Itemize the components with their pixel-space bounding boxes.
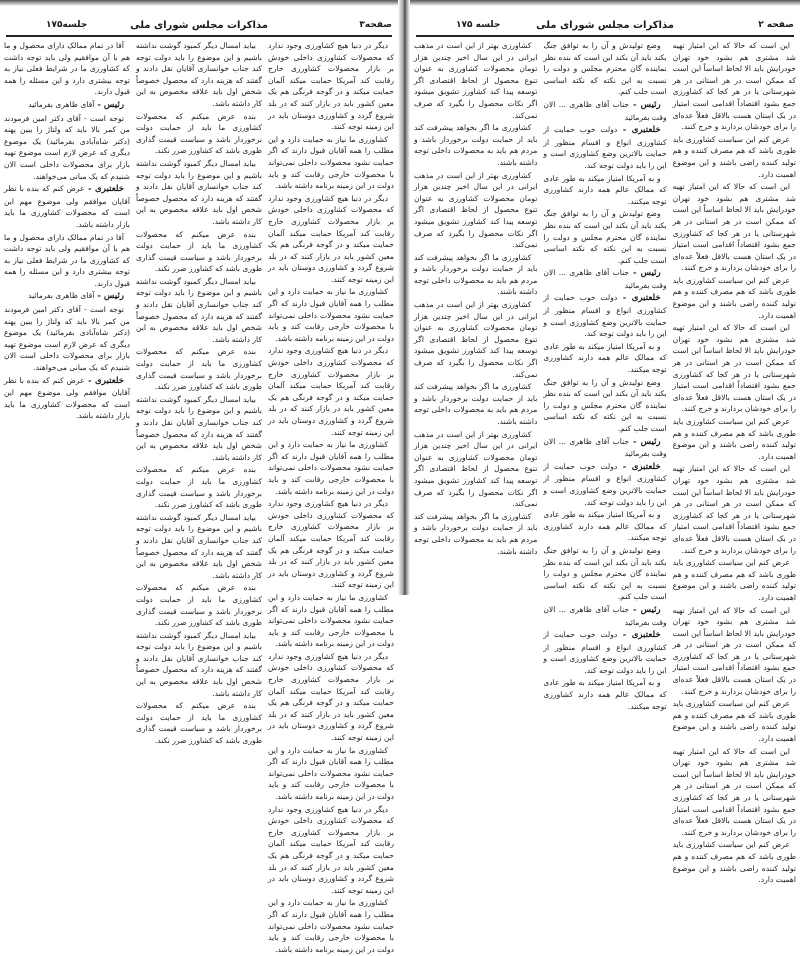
paragraph: بیاید امسال دیگر کمبود گوشت نداشته باشیم و این موضوع را باید دولت توجه کند جناب خوانساری آقایان نقل دادند و گفتند که هزینه دارد که محصول خصوصاً شخص اول باید علاقه مخصوص به این کار داشته باشد. (136, 512, 262, 580)
paragraph: کشاورزی ما نیاز به حمایت دارد و این مطلب را همه آقایان قبول دارند که اگر حمایت نشود محصولات داخلی نمی‌تواند با محصولات خارجی رقابت کند و باید دولت در این زمینه برنامه داشته باشد. (268, 440, 394, 496)
speaker-name: خلعتبری - (84, 184, 125, 195)
paragraph: کشاورزی ما نیاز به حمایت دارد و این مطلب را همه آقایان قبول دارند که اگر حمایت نشود محصولات داخلی نمی‌تواند با محصولات خارجی رقابت کند و باید دولت در این زمینه برنامه داشته باشد. (268, 592, 394, 649)
paragraph: خلعتبری - دولت خوب حمایت از کشاورزی انواع و اقسام منظور از حمایت بالاترین وضع کشاورزی است و این را باید دولت توجه کند. (543, 125, 667, 170)
header-rule (6, 35, 392, 37)
paragraph: این است که حالا که این امتیاز تهیه شد مشتری هم بشود خود تهران خودرایش باید الا لحاظ اساساً این است که ممکن است در هر استانی در هر شهرستانی یا در هر کجا که کشاورزی جمع بشود اقتصاداً اقدامی است امتیاز در یک استان هست بالاقل فعلاً عده‌ای را برای خودشان بردارند و خرج کنند. (672, 41, 796, 132)
paragraph: کشاورزی ما نیاز به حمایت دارد و این مطلب را همه آقایان قبول دارند که اگر حمایت نشود محصولات داخلی نمی‌تواند با محصولات خارجی رقابت کند و باید دولت در این زمینه برنامه داشته باشد. (268, 745, 394, 801)
running-title: مذاکرات مجلس شورای ملی (130, 20, 268, 31)
page-header (416, 20, 794, 34)
paragraph: رئیس - جناب آقای ظاهری ... الان وقت بفرمائید (543, 268, 667, 290)
paragraph: کشاورزی بهتر از این است در مذهب ایرانی در این سال اخیر چندین هزار تومان محصولات کشاورزی به عنوان تنوع محصول از لحاظ اقتصادی اگر توسعه پیدا کند کشاورز تشویق میشود اگر نکات محصول را بگیرد که صرف نمی‌کند. (414, 300, 538, 379)
page-number: صفحه ۲ (758, 20, 794, 30)
paragraph: بیاید امسال دیگر کمبود گوشت نداشته باشیم و این موضوع را باید دولت توجه کند جناب خوانساری آقایان نقل دادند و گفتند که هزینه دارد که محصول خصوصاً شخص اول باید علاقه مخصوص به این کار داشته باشد. (136, 630, 262, 698)
paragraph: آقا در تمام ممالک دارای محصول و ما هم با آن موافقیم ولی باید توجه داشت که کشاورزی ما در شرایط فعلی نیاز به توجه بیشتری دارد و این مسئله را همه قبول دارند. (4, 232, 130, 288)
paragraph: بنده عرض میکنم که محصولات کشاورزی ما باید از حمایت دولت برخوردار باشد و سیاست قیمت گذاری طوری باشد که کشاورز ضرر نکند. (136, 229, 262, 274)
paragraph: توجه است - آقای دکتر امین فرمودند من کمر بالا باید که ولتاژ را ببین پهنه (دکتر شاه‌آبادی بفرمائید) یک موضوع دیگری که عرض لازم است موضوع تهیه بازار برای محصولات داخلی است الان شنیدم که یک مبانی می‌خواهند. (4, 113, 130, 181)
speaker-name: خلعتبری - (617, 630, 661, 641)
paragraph: بنده عرض میکنم که محصولات کشاورزی ما باید از حمایت دولت برخوردار باشد و سیاست قیمت گذاری طوری باشد که کشاورز ضرر نکند. (136, 583, 262, 628)
paragraph: این است که حالا که این امتیاز تهیه شد مشتری هم بشود خود تهران خودرایش باید الا لحاظ اساساً این است که ممکن است در هر استانی در هر شهرستانی یا در هر کجا که کشاورزی جمع بشود اقتصاداً اقدامی است امتیاز در یک استان هست بالاقل فعلاً عده‌ای را برای خودشان بردارند و خرج کنند. (672, 182, 796, 273)
left-page (0, 0, 398, 954)
text-column (268, 40, 394, 956)
paragraph: بنده عرض میکنم که محصولات کشاورزی ما باید از حمایت دولت برخوردار باشد و سیاست قیمت گذاری طوری باشد که کشاورز ضرر نکند. (136, 111, 262, 156)
paragraph: بنده عرض میکنم که محصولات کشاورزی ما باید از حمایت دولت برخوردار باشد و سیاست قیمت گذاری طوری باشد که کشاورز ضرر نکند. (136, 465, 262, 510)
paragraph: دیگر در دنیا هیچ کشاورزی وجود ندارد که محصولات کشاورزی داخلی خودش بر بازار محصولات کشاورزی خارج رقابت کند آمریکا حمایت میکند آلمان حمایت میکند و در گوجه فرنگی هم یک معین کشور باید در بازار کنند که در بلد شروع گردد و کشاورزی دوستان باید در این زمینه توجه کنند. (268, 499, 394, 590)
paragraph: کشاورزی ما نیاز به حمایت دارد و این مطلب را همه آقایان قبول دارند که اگر حمایت نشود محصولات داخلی نمی‌تواند با محصولات خارجی رقابت کند و باید دولت در این زمینه برنامه داشته باشد. (268, 898, 394, 954)
paragraph: عرض کنم این سیاست کشاورزی باید طوری باشد که هم مصرف کننده و هم تولید کننده راضی باشند و این موضوع اهمیت دارد. (672, 699, 796, 744)
paragraph: رئیس - آقای ظاهری بفرمائید (28, 291, 124, 302)
book-spine (398, 0, 410, 595)
session-number: جلسه۱۷۵ (46, 20, 88, 30)
paragraph: و به آمریکا امتیاز میکند به طور عادی که ممالک عالم همه دارند کشاورزی توجه میکنند. (543, 510, 667, 543)
paragraph: دیگر در دنیا هیچ کشاورزی وجود ندارد که محصولات کشاورزی داخلی خودش بر بازار محصولات کشاورزی خارج رقابت کند آمریکا حمایت میکند آلمان حمایت میکند و در گوجه فرنگی هم یک معین کشور باید در بازار کنند که در بلد شروع گردد و کشاورزی دوستان باید در این زمینه توجه کنند. (268, 346, 394, 437)
paragraph: بیاید امسال دیگر کمبود گوشت نداشته باشیم و این موضوع را باید دولت توجه کند جناب خوانساری آقایان نقل دادند و گفتند که هزینه دارد که محصول خصوصاً شخص اول باید علاقه مخصوص به این کار داشته باشد. (136, 41, 262, 108)
paragraph: و به آمریکا امتیاز میکند به طور عادی که ممالک عالم همه دارند کشاورزی توجه میکنند. (543, 341, 667, 375)
paragraph: خلعتبری - عرض کنم که بنده با نظر آقایان موافقم ولی موضوع مهم این است که محصولات کشاورزی ما باید بازار داشته باشد. (4, 375, 130, 421)
session-number: جلسه ۱۷۵ (456, 20, 501, 30)
paragraph: بیاید امسال دیگر کمبود گوشت نداشته باشیم و این موضوع را باید دولت توجه کند جناب خوانساری آقایان نقل دادند و گفتند که هزینه دارد که محصول خصوصاً شخص اول باید علاقه مخصوص به این کار داشته باشد. (136, 276, 262, 344)
paragraph: وضع تولیدش و آن را به توافق جنگ بکند باید آن بکند این است که بنده نظر نماینده گان محترم مجلس و دولت را نسبت به این نکته که نکته اساسی است جلب کنم. (543, 209, 667, 265)
paragraph: وضع تولیدش و آن را به توافق جنگ بکند باید آن بکند این است که بنده نظر نماینده گان محترم مجلس و دولت را نسبت به این نکته که نکته اساسی است جلب کنم. (543, 377, 667, 433)
paragraph: رئیس - جناب آقای ظاهری ... الان وقت بفرمائید (543, 99, 667, 122)
paragraph: کشاورزی ما اگر بخواهد پیشرفت کند باید از حمایت دولت برخوردار باشد و مردم هم باید به محصولات داخلی توجه داشته باشند. (414, 511, 538, 556)
paragraph: عرض کنم این سیاست کشاورزی باید طوری باشد که هم مصرف کننده و هم تولید کننده راضی باشند و این موضوع اهمیت دارد. (672, 840, 796, 885)
paragraph: و به آمریکا امتیاز میکند به طور عادی که ممالک عالم همه دارند کشاورزی توجه میکنند. (543, 678, 667, 711)
speaker-name: خلعتبری - (84, 375, 125, 386)
paragraph: این است که حالا که این امتیاز تهیه شد مشتری هم بشود خود تهران خودرایش باید الا لحاظ اساساً این است که ممکن است در هر استانی در هر شهرستانی یا در هر کجا که کشاورزی جمع بشود اقتصاداً اقدامی است امتیاز در یک استان هست بالاقل فعلاً عده‌ای را برای خودشان بردارند و خرج کنند. (672, 746, 796, 837)
paragraph: این است که حالا که این امتیاز تهیه شد مشتری هم بشود خود تهران خودرایش باید الا لحاظ اساساً این است که ممکن است در هر استانی در هر شهرستانی یا در هر کجا که کشاورزی جمع بشود اقتصاداً اقدامی است امتیاز در یک استان هست بالاقل فعلاً عده‌ای را برای خودشان بردارند و خرج کنند. (672, 323, 796, 414)
paragraph: این است که حالا که این امتیاز تهیه شد مشتری هم بشود خود تهران خودرایش باید الا لحاظ اساساً این است که ممکن است در هر استانی در هر شهرستانی یا در هر کجا که کشاورزی جمع بشود اقتصاداً اقدامی است امتیاز در یک استان هست بالاقل فعلاً عده‌ای را برای خودشان بردارند و خرج کنند. (672, 605, 796, 696)
paragraph: دیگر در دنیا هیچ کشاورزی وجود ندارد که محصولات کشاورزی داخلی خودش بر بازار محصولات کشاورزی خارج رقابت کند آمریکا حمایت میکند آلمان حمایت میکند و در گوجه فرنگی هم یک معین کشور باید در بازار کنند که در بلد شروع گردد و کشاورزی دوستان باید در این زمینه توجه کنند. (268, 804, 394, 895)
speaker-name: خلعتبری - (617, 125, 661, 136)
text-columns (414, 40, 796, 885)
speaker-name: رئیس - (629, 604, 661, 615)
page-number: صفحه۳ (359, 20, 392, 30)
paragraph: دیگر در دنیا هیچ کشاورزی وجود ندارد که محصولات کشاورزی داخلی خودش بر بازار محصولات کشاورزی خارج رقابت کند آمریکا حمایت میکند آلمان حمایت میکند و در گوجه فرنگی هم یک معین کشور باید در بازار کنند که در بلد شروع گردد و کشاورزی دوستان باید در این زمینه توجه کنند. (268, 651, 394, 743)
speaker-name: رئیس - (94, 99, 124, 110)
paragraph: بیاید امسال دیگر کمبود گوشت نداشته باشیم و این موضوع را باید دولت توجه کند جناب خوانساری آقایان نقل دادند و گفتند که هزینه دارد که محصول خصوصاً شخص اول باید علاقه مخصوص به این کار داشته باشد. (136, 158, 262, 226)
paragraph: کشاورزی ما اگر بخواهد پیشرفت کند باید از حمایت دولت برخوردار باشد و مردم هم باید به محصولات داخلی توجه داشته باشند. (414, 382, 538, 426)
text-column (414, 40, 537, 558)
paragraph: رئیس - آقای ظاهری بفرمائید (28, 99, 124, 110)
paragraph: و به آمریکا امتیاز میکند به طور عادی که ممالک عالم همه دارند کشاورزی توجه میکنند. (543, 173, 667, 206)
paragraph: خلعتبری - دولت خوب حمایت از کشاورزی انواع و اقسام منظور از حمایت بالاترین وضع کشاورزی است و این را باید دولت توجه کند. (543, 461, 667, 507)
text-column (543, 40, 666, 713)
paragraph: دیگر در دنیا هیچ کشاورزی وجود ندارد که محصولات کشاورزی داخلی خودش بر بازار محصولات کشاورزی خارج رقابت کند آمریکا حمایت میکند آلمان حمایت میکند و در گوجه فرنگی هم یک معین کشور باید در بازار کنند که در بلد شروع گردد و کشاورزی دوستان باید در این زمینه توجه کنند. (268, 41, 394, 132)
paragraph: خلعتبری - عرض کنم که بنده با نظر آقایان موافقم ولی موضوع مهم این است که محصولات کشاورزی ما باید بازار داشته باشد. (4, 184, 130, 229)
running-title: مذاکرات مجلس شورای ملی (536, 20, 674, 31)
paragraph: خلعتبری - دولت خوب حمایت از کشاورزی انواع و اقسام منظور از حمایت بالاترین وضع کشاورزی است و این را باید دولت توجه کند. (543, 630, 667, 675)
paragraph: کشاورزی ما نیاز به حمایت دارد و این مطلب را همه آقایان قبول دارند که اگر حمایت نشود محصولات داخلی نمی‌تواند با محصولات خارجی رقابت کند و باید دولت در این زمینه برنامه داشته باشد. (268, 134, 394, 191)
speaker-name: خلعتبری - (617, 293, 661, 304)
paragraph: کشاورزی ما اگر بخواهد پیشرفت کند باید از حمایت دولت برخوردار باشد و مردم هم باید به محصولات داخلی توجه داشته باشند. (414, 252, 538, 297)
paragraph: رئیس - جناب آقای ظاهری ... الان وقت بفرمائید (543, 604, 667, 627)
speaker-name: رئیس - (629, 268, 661, 279)
text-column (673, 40, 796, 887)
paragraph: کشاورزی ما اگر بخواهد پیشرفت کند باید از حمایت دولت برخوردار باشد و مردم هم باید به محصولات داخلی توجه داشته باشند. (414, 123, 538, 167)
paragraph: آقا در تمام ممالک دارای محصول و ما هم با آن موافقیم ولی باید توجه داشت که کشاورزی ما در شرایط فعلی نیاز به توجه بیشتری دارد و این مسئله را همه قبول دارند. (4, 41, 130, 97)
paragraph: عرض کنم این سیاست کشاورزی باید طوری باشد که هم مصرف کننده و هم تولید کننده راضی باشند و این موضوع اهمیت دارد. (672, 558, 796, 602)
text-columns (4, 40, 394, 954)
paragraph: عرض کنم این سیاست کشاورزی باید طوری باشد که هم مصرف کننده و هم تولید کننده راضی باشند و این موضوع اهمیت دارد. (672, 275, 796, 320)
paragraph: دیگر در دنیا هیچ کشاورزی وجود ندارد که محصولات کشاورزی داخلی خودش بر بازار محصولات کشاورزی خارج رقابت کند آمریکا حمایت میکند آلمان حمایت میکند و در گوجه فرنگی هم یک معین کشور باید در بازار کنند که در بلد شروع گردد و کشاورزی دوستان باید در این زمینه توجه کنند. (268, 193, 394, 284)
text-column (136, 40, 262, 748)
paragraph: کشاورزی بهتر از این است در مذهب ایرانی در این سال اخیر چندین هزار تومان محصولات کشاورزی به عنوان تنوع محصول از لحاظ اقتصادی اگر توسعه پیدا کند کشاورز تشویق میشود اگر نکات محصول را بگیرد که صرف نمی‌کند. (414, 429, 538, 509)
paragraph: توجه است - آقای دکتر امین فرمودند من کمر بالا باید که ولتاژ را ببین پهنه (دکتر شاه‌آبادی بفرمائید) یک موضوع دیگری که عرض لازم است موضوع تهیه بازار برای محصولات داخلی است الان شنیدم که یک مبانی می‌خواهند. (4, 305, 130, 373)
paragraph: عرض کنم این سیاست کشاورزی باید طوری باشد که هم مصرف کننده و هم تولید کننده راضی باشند و این موضوع اهمیت دارد. (672, 417, 796, 461)
paragraph: وضع تولیدش و آن را به توافق جنگ بکند باید آن بکند این است که بنده نظر نماینده گان محترم مجلس و دولت را نسبت به این نکته که نکته اساسی است جلب کنم. (543, 545, 667, 602)
paragraph: رئیس - جناب آقای ظاهری ... الان وقت بفرمائید (543, 436, 667, 459)
paragraph: بنده عرض میکنم که محصولات کشاورزی ما باید از حمایت دولت برخوردار باشد و سیاست قیمت گذاری طوری باشد که کشاورز ضرر نکند. (136, 347, 262, 392)
paragraph: بنده عرض میکنم که محصولات کشاورزی ما باید از حمایت دولت برخوردار باشد و سیاست قیمت گذاری طوری باشد که کشاورز ضرر نکند. (136, 701, 262, 746)
speaker-name: خلعتبری - (617, 461, 661, 472)
speaker-name: رئیس - (94, 291, 124, 302)
text-column (4, 40, 130, 423)
paragraph: کشاورزی ما نیاز به حمایت دارد و این مطلب را همه آقایان قبول دارند که اگر حمایت نشود محصولات داخلی نمی‌تواند با محصولات خارجی رقابت کند و باید دولت در این زمینه برنامه داشته باشد. (268, 287, 394, 343)
paragraph: عرض کنم این سیاست کشاورزی باید طوری باشد که هم مصرف کننده و هم تولید کننده راضی باشند و این موضوع اهمیت دارد. (672, 134, 796, 179)
speaker-name: رئیس - (629, 436, 661, 447)
right-page (410, 0, 800, 885)
speaker-name: رئیس - (629, 99, 661, 110)
paragraph: کشاورزی بهتر از این است در مذهب ایرانی در این سال اخیر چندین هزار تومان محصولات کشاورزی به عنوان تنوع محصول از لحاظ اقتصادی اگر توسعه پیدا کند کشاورز تشویق میشود اگر نکات محصول را بگیرد که صرف نمی‌کند. (414, 170, 538, 250)
paragraph: خلعتبری - دولت خوب حمایت از کشاورزی انواع و اقسام منظور از حمایت بالاترین وضع کشاورزی است و این را باید دولت توجه کند. (543, 293, 667, 339)
paragraph: این است که حالا که این امتیاز تهیه شد مشتری هم بشود خود تهران خودرایش باید الا لحاظ اساساً این است که ممکن است در هر استانی در هر شهرستانی یا در هر کجا که کشاورزی جمع بشود اقتصاداً اقدامی است امتیاز در یک استان هست بالاقل فعلاً عده‌ای را برای خودشان بردارند و خرج کنند. (672, 464, 796, 555)
paragraph: کشاورزی بهتر از این است در مذهب ایرانی در این سال اخیر چندین هزار تومان محصولات کشاورزی به عنوان تنوع محصول از لحاظ اقتصادی اگر توسعه پیدا کند کشاورز تشویق میشود اگر نکات محصول را بگیرد که صرف نمی‌کند. (414, 41, 538, 120)
header-rule (416, 35, 794, 37)
page-header (6, 20, 392, 34)
paragraph: وضع تولیدش و آن را به توافق جنگ بکند باید آن بکند این است که بنده نظر نماینده گان محترم مجلس و دولت را نسبت به این نکته که نکته اساسی است جلب کنم. (543, 41, 667, 97)
paragraph: بیاید امسال دیگر کمبود گوشت نداشته باشیم و این موضوع را باید دولت توجه کند جناب خوانساری آقایان نقل دادند و گفتند که هزینه دارد که محصول خصوصاً شخص اول باید علاقه مخصوص به این کار داشته باشد. (136, 394, 262, 462)
